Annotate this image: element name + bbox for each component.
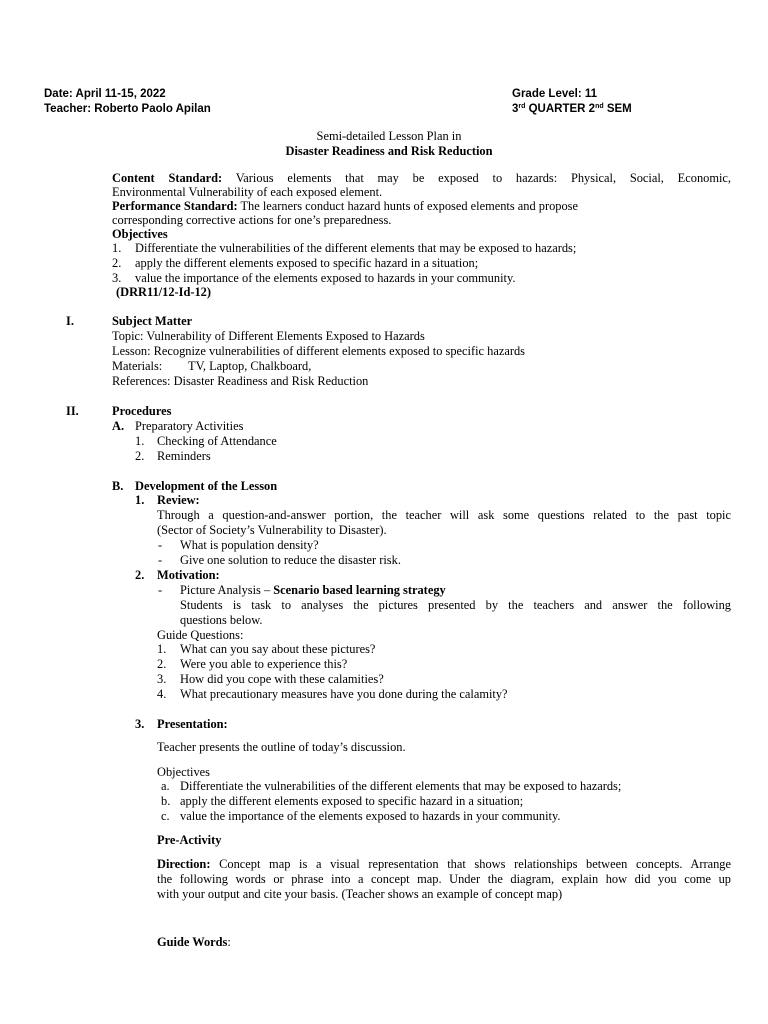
lesson-line: Lesson: Recognize vulnerabilities of different elements exposed to specific hazards bbox=[112, 344, 525, 358]
objective-number: 1. bbox=[112, 241, 122, 255]
objective-number: 2. bbox=[112, 256, 122, 270]
objective-text: value the importance of the elements exposed to hazards in your community. bbox=[135, 271, 516, 285]
presentation-intro: Teacher presents the outline of today’s discussion. bbox=[157, 740, 406, 754]
motivation-paragraph-cont: questions below. bbox=[180, 613, 263, 627]
dash-bullet: - bbox=[158, 583, 163, 597]
section-numeral: I. bbox=[66, 314, 74, 328]
grade-level: Grade Level: 11 bbox=[512, 88, 598, 100]
objective-item bbox=[112, 256, 479, 271]
direction-text: Concept map is a visual representation that shows relationships between concepts. Arrange bbox=[219, 857, 731, 871]
content-standard bbox=[112, 171, 731, 186]
question-text: Were you able to experience this? bbox=[180, 657, 348, 671]
competency-code: (DRR11/12-Id-12) bbox=[116, 285, 211, 299]
quarter-word: QUARTER bbox=[525, 103, 589, 115]
references-line: References: Disaster Readiness and Risk Reduction bbox=[112, 374, 369, 388]
dash-bullet: - bbox=[158, 538, 163, 552]
content-standard-cont: Environmental Vulnerability of each exposed element. bbox=[112, 185, 383, 199]
direction-paragraph-end: with your output and cite your basis. (Teacher shows an example of concept map) bbox=[157, 887, 563, 901]
preparatory-heading: Preparatory Activities bbox=[135, 419, 244, 433]
question-text: How did you cope with these calamities? bbox=[180, 672, 384, 686]
review-heading: Review: bbox=[157, 493, 200, 507]
presentation-objective bbox=[161, 794, 524, 809]
question-text: What is population density? bbox=[180, 538, 319, 552]
strategy-label: Scenario based learning strategy bbox=[273, 583, 446, 597]
review-paragraph-cont: (Sector of Society’s Vulnerability to Disaster). bbox=[157, 523, 387, 537]
direction-paragraph bbox=[157, 857, 731, 872]
performance-standard-label: Performance Standard: bbox=[112, 199, 238, 213]
objective-text: apply the different elements exposed to specific hazard in a situation; bbox=[135, 256, 479, 270]
quarter-number: 3 bbox=[512, 103, 519, 115]
objective-text: apply the different elements exposed to specific hazard in a situation; bbox=[180, 794, 524, 808]
materials-line bbox=[112, 359, 312, 374]
question-text: Give one solution to reduce the disaster risk. bbox=[180, 553, 401, 567]
performance-standard-text: The learners conduct hazard hunts of exposed elements and propose bbox=[240, 199, 579, 213]
objective-letter: b. bbox=[161, 794, 171, 808]
step-number: 1. bbox=[135, 493, 145, 507]
quarter-ordinal: rd bbox=[518, 103, 526, 110]
performance-standard bbox=[112, 199, 578, 214]
question-text: What can you say about these pictures? bbox=[180, 642, 376, 656]
presentation-objective bbox=[161, 809, 561, 824]
objective-item bbox=[112, 241, 577, 256]
guide-question bbox=[157, 687, 508, 702]
direction-paragraph-cont: the following words or phrase into a concept map. Under the diagram, explain how did you come up bbox=[157, 872, 731, 886]
document-title-line1: Semi-detailed Lesson Plan in bbox=[316, 129, 462, 143]
guide-words-label: Guide Words bbox=[157, 935, 228, 949]
objective-letter: c. bbox=[161, 809, 170, 823]
guide-question bbox=[157, 672, 384, 687]
semester-number: 2 bbox=[588, 103, 596, 115]
section-numeral: II. bbox=[66, 404, 79, 418]
date-line: Date: April 11-15, 2022 bbox=[44, 88, 166, 100]
objective-text: value the importance of the elements exposed to hazards in your community. bbox=[180, 809, 561, 823]
objective-item bbox=[112, 271, 516, 286]
question-number: 3. bbox=[157, 672, 167, 686]
analysis-label: Picture Analysis – bbox=[180, 583, 274, 597]
guide-words-colon: : bbox=[227, 935, 231, 949]
development-heading: Development of the Lesson bbox=[135, 479, 278, 493]
content-standard-label: Content Standard: bbox=[112, 171, 223, 185]
item-number: 1. bbox=[135, 434, 145, 448]
preparatory-item bbox=[135, 434, 277, 449]
performance-standard-cont: corresponding corrective actions for one’s preparedness. bbox=[112, 213, 392, 227]
objective-letter: a. bbox=[161, 779, 170, 793]
preparatory-item bbox=[135, 449, 211, 464]
guide-questions-label: Guide Questions: bbox=[157, 628, 244, 642]
teacher-line: Teacher: Roberto Paolo Apilan bbox=[44, 103, 211, 115]
motivation-paragraph: Students is task to analyses the pictures presented by the teachers and answer the following bbox=[180, 598, 731, 612]
review-paragraph: Through a question-and-answer portion, the teacher will ask some questions related to the past topic bbox=[157, 508, 731, 522]
guide-words-heading bbox=[157, 935, 231, 950]
question-number: 2. bbox=[157, 657, 167, 671]
picture-analysis-text bbox=[180, 583, 446, 598]
objective-text: Differentiate the vulnerabilities of the different elements that may be exposed to hazards; bbox=[180, 779, 622, 793]
guide-question bbox=[157, 657, 348, 672]
presentation-objective bbox=[161, 779, 622, 794]
document-title-line2: Disaster Readiness and Risk Reduction bbox=[285, 144, 493, 158]
objective-text: Differentiate the vulnerabilities of the different elements that may be exposed to hazards; bbox=[135, 241, 577, 255]
presentation-heading: Presentation: bbox=[157, 717, 228, 731]
item-text: Reminders bbox=[157, 449, 211, 463]
objective-number: 3. bbox=[112, 271, 122, 285]
picture-analysis-line bbox=[158, 583, 446, 598]
step-number: 3. bbox=[135, 717, 145, 731]
presentation-objectives-label: Objectives bbox=[157, 765, 210, 779]
pre-activity-heading: Pre-Activity bbox=[157, 833, 222, 847]
item-number: 2. bbox=[135, 449, 145, 463]
item-text: Checking of Attendance bbox=[157, 434, 277, 448]
question-text: What precautionary measures have you done during the calamity? bbox=[180, 687, 508, 701]
question-number: 4. bbox=[157, 687, 167, 701]
semester-ordinal: nd bbox=[595, 103, 604, 110]
direction-label: Direction: bbox=[157, 857, 211, 871]
semester-word: SEM bbox=[603, 103, 632, 115]
subsection-letter: B. bbox=[112, 479, 124, 493]
dash-bullet: - bbox=[158, 553, 163, 567]
review-question bbox=[158, 538, 319, 553]
step-number: 2. bbox=[135, 568, 145, 582]
subject-matter-heading: Subject Matter bbox=[112, 314, 193, 328]
subsection-letter: A. bbox=[112, 419, 125, 433]
materials-value: TV, Laptop, Chalkboard, bbox=[188, 359, 312, 373]
objectives-heading: Objectives bbox=[112, 227, 168, 241]
content-standard-text: Various elements that may be exposed to hazards: Physical, Social, Economic, bbox=[235, 171, 732, 185]
motivation-heading: Motivation: bbox=[157, 568, 220, 582]
topic-line: Topic: Vulnerability of Different Elements Exposed to Hazards bbox=[112, 329, 425, 343]
guide-question bbox=[157, 642, 376, 657]
quarter-semester bbox=[512, 103, 632, 115]
procedures-heading: Procedures bbox=[112, 404, 172, 418]
materials-label: Materials: bbox=[112, 359, 163, 373]
question-number: 1. bbox=[157, 642, 167, 656]
review-question bbox=[158, 553, 401, 568]
